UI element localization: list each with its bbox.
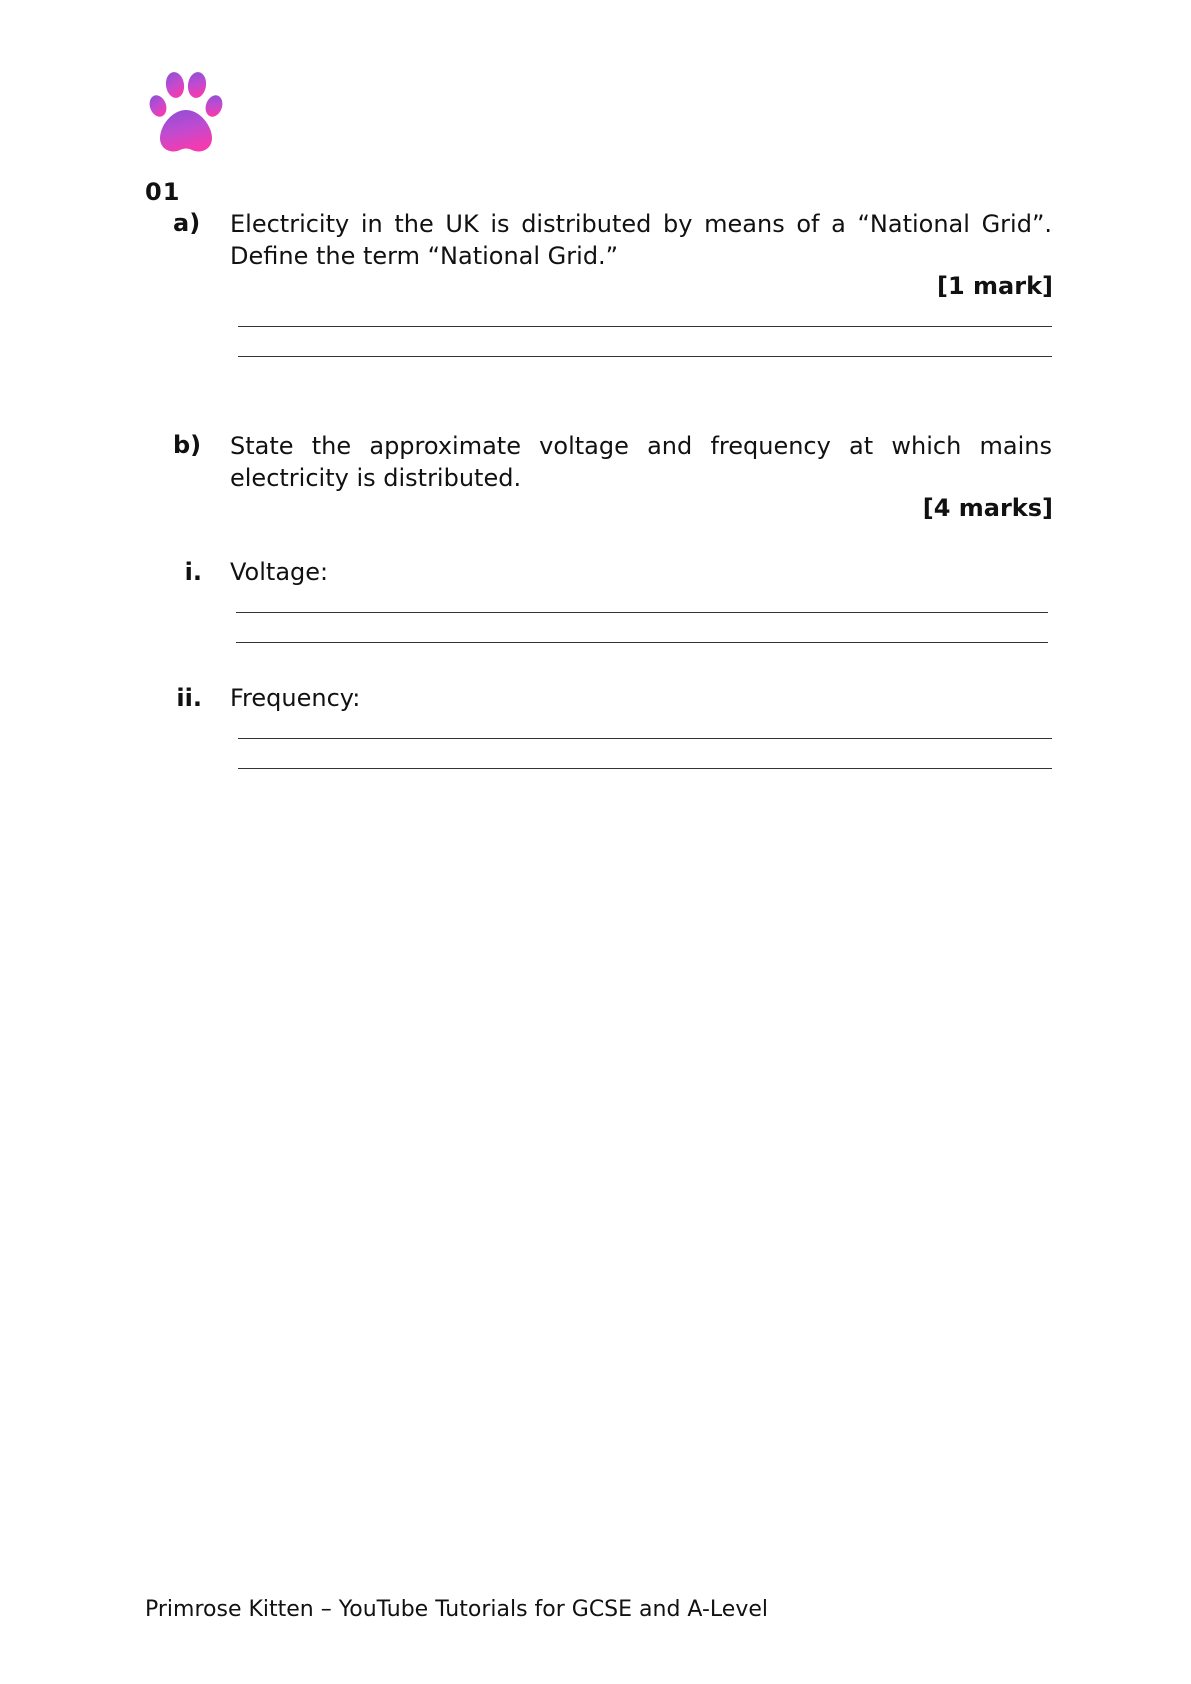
subpart-ii-label: ii. xyxy=(176,684,202,712)
page-footer: Primrose Kitten – YouTube Tutorials for GCSE and A-Level xyxy=(145,1597,768,1622)
part-a-answer-line-1[interactable] xyxy=(238,326,1052,327)
part-a-question-text: Electricity in the UK is distributed by means of a “National Grid”. Define the term “National Grid.” xyxy=(230,210,1052,270)
part-b-label: b) xyxy=(173,431,202,459)
part-a-marks: [1 mark] xyxy=(937,272,1053,300)
subpart-i-label: i. xyxy=(184,558,202,586)
question-number: 01 xyxy=(145,178,181,206)
subpart-ii-text: Frequency: xyxy=(230,684,361,712)
voltage-answer-line-2[interactable] xyxy=(236,642,1048,643)
frequency-answer-line-1[interactable] xyxy=(238,738,1052,739)
subpart-i-text: Voltage: xyxy=(230,558,329,586)
frequency-answer-line-2[interactable] xyxy=(238,768,1052,769)
part-b-question-text: State the approximate voltage and frequency at which mains electricity is distributed. xyxy=(230,432,1052,492)
voltage-answer-line-1[interactable] xyxy=(236,612,1048,613)
part-a-answer-line-2[interactable] xyxy=(238,356,1052,357)
part-b-marks: [4 marks] xyxy=(922,494,1053,522)
paw-print-icon xyxy=(148,70,224,156)
part-a-label: a) xyxy=(173,209,201,237)
